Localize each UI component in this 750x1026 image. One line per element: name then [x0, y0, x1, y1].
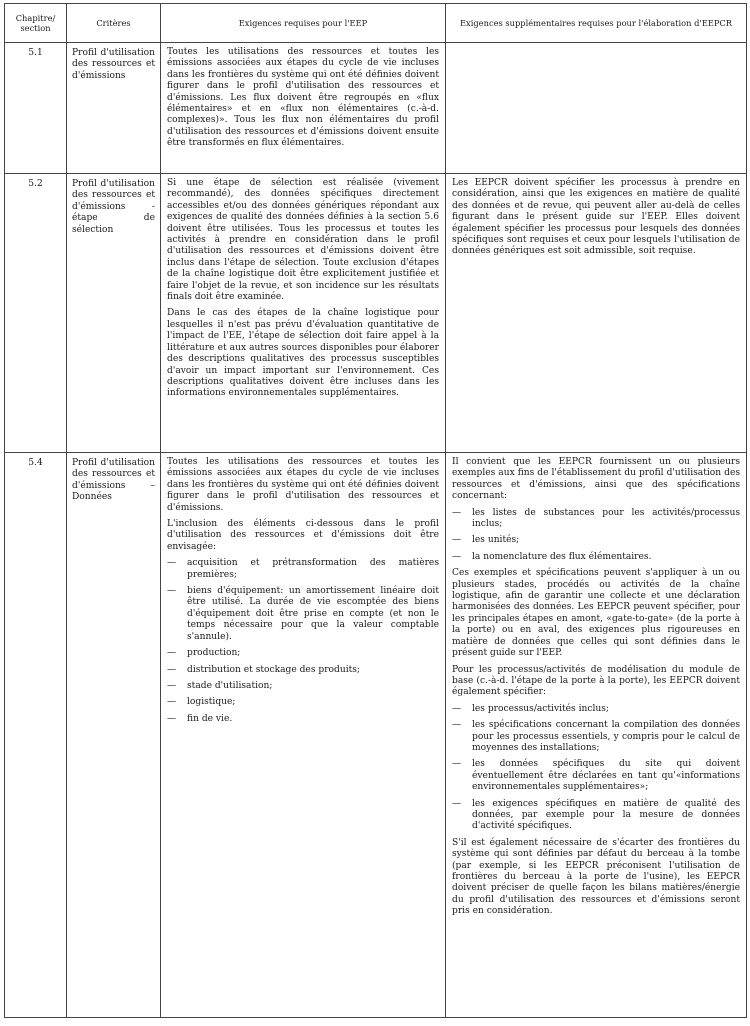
paragraph: Ces exemples et spécifications peuvent s'appliquer à un ou plusieurs stades, procédés ou activités de la chaîne logistique, afin de garantir une collecte et une déclaration harmonisées des données. Les EEPCR peuvent spécifier, pour les principales étapes en amont, «gate-to-gate» (de la porte à la porte) ou en aval, des exigences plus rigoureuses en matière de données que celles qui sont définies dans le présent guide sur l'EEP. — [452, 568, 740, 659]
paragraph: S'il est également nécessaire de s'écarter des frontières du système qui sont définies par défaut du berceau à la tombe (par exemple, si les EEPCR préconisent l'utilisation de frontières du berceau à la porte de l'usine), les EEPCR doivent préciser de quelle façon les bilans matières/énergie du profil d'utilisation des ressources et d'émissions seront pris en considération. — [452, 837, 740, 917]
eepcr-requirements-cell — [446, 43, 747, 174]
list-item: — les listes de substances pour les activités/processus inclus; — [452, 508, 740, 531]
list-item: — acquisition et prétransformation des matières premières; — [167, 558, 439, 581]
list-item: — distribution et stockage des produits; — [167, 665, 439, 676]
eep-requirements-cell — [161, 43, 446, 174]
list-item: — logistique; — [167, 697, 439, 708]
criteria-cell: Profil d'utilisation des ressources et d'émissions - étape de sélection — [67, 174, 161, 453]
section-number: 5.2 — [5, 174, 67, 453]
dash-list — [167, 558, 439, 725]
criteria-cell: Profil d'utilisation des ressources et d'émissions — [67, 43, 161, 174]
list-item: — la nomenclature des flux élémentaires. — [452, 552, 740, 563]
list-item: — fin de vie. — [167, 714, 439, 725]
eep-requirements-cell — [161, 453, 446, 1018]
list-item: — les données spécifiques du site qui doivent éventuellement être déclarées en tant qu'«informations environnementales supplémentaires»; — [452, 759, 740, 793]
paragraph: L'inclusion des éléments ci-dessous dans le profil d'utilisation des ressources et d'émissions doit être envisagée: — [167, 519, 439, 552]
list-item: — les unités; — [452, 535, 740, 546]
eepcr-requirements-cell — [446, 174, 747, 453]
eep-requirements-cell — [161, 174, 446, 453]
paragraph: Il convient que les EEPCR fournissent un ou plusieurs exemples aux fins de l'établissement du profil d'utilisation des ressources et d'émissions, ainsi que des spécifications concernant: — [452, 457, 740, 502]
paragraph: Pour les processus/activités de modélisation du module de base (c.-à-d. l'étape de la porte à la porte), les EEPCR doivent également spécifier: — [452, 664, 740, 698]
requirements-table — [4, 3, 747, 1018]
list-item: — les processus/activités inclus; — [452, 704, 740, 715]
paragraph: Si une étape de sélection est réalisée (vivement recommandé), des données spécifiques directement accessibles et/ou des données génériques répondant aux exigences de qualité des données définies à la section 5.6 doivent être utilisées. Tous les processus et toutes les activités à prendre en considération dans le profil d'utilisation des ressources et d'émissions doivent être inclus dans l'étape de sélection. Toute exclusion d'étapes de la chaîne logistique doit être explicitement justifiée et faire l'objet de la revue, et son incidence sur les résultats finals doit être examinée. — [167, 178, 439, 303]
list-item: — les exigences spécifiques en matière de qualité des données, par exemple pour la mesure de données d'activité spécifiques. — [452, 799, 740, 833]
list-item: — les spécifications concernant la compilation des données pour les processus essentiels, y compris pour le calcul de moyennes des installations; — [452, 720, 740, 754]
eepcr-requirements-cell — [446, 453, 747, 1018]
paragraph: Les EEPCR doivent spécifier les processus à prendre en considération, ainsi que les exigences en matière de qualité des données et de revue, qui peuvent aller au-delà de celles figurant dans le présent guide sur l'EEP. Elles doivent également spécifier les processus pour lesquels des données spécifiques sont requises et ceux pour lesquels l'utilisation de données génériques est soit admissible, soit requise. — [452, 178, 740, 257]
paragraph: Toutes les utilisations des ressources et toutes les émissions associées aux étapes du cycle de vie incluses dans les frontières du système qui ont été définies doivent figurer dans le profil d'utilisation des ressources et d'émissions. Les flux doivent être regroupés en «flux élémentaires» et en «flux non élémentaires (c.-à-d. complexes)». Tous les flux non élémentaires du profil d'utilisation des ressources et d'émissions doivent ensuite être transformés en flux élémentaires. — [167, 47, 439, 149]
header-row — [5, 4, 747, 43]
criteria-cell: Profil d'utilisation des ressources et d'émissions – Données — [67, 453, 161, 1018]
paragraph: Toutes les utilisations des ressources et toutes les émissions associées aux étapes du cycle de vie incluses dans les frontières du système qui ont été définies doivent figurer dans le profil d'utilisation des ressources et d'émissions. — [167, 457, 439, 513]
list-item: — production; — [167, 648, 439, 659]
table-row — [5, 174, 747, 453]
table-row — [5, 43, 747, 174]
list-item: — biens d'équipement: un amortissement linéaire doit être utilisé. La durée de vie escomptée des biens d'équipement doit être prise en compte (et non le temps nécessaire pour que la valeur comptable s'annule). — [167, 586, 439, 643]
section-number: 5.4 — [5, 453, 67, 1018]
header-section: Chapitre/ section — [5, 4, 67, 43]
dash-list — [452, 704, 740, 833]
header-eep-requirements: Exigences requises pour l'EEP — [161, 4, 446, 43]
table-row — [5, 453, 747, 1018]
dash-list — [452, 508, 740, 564]
header-eepcr-requirements: Exigences supplémentaires requises pour l'élaboration d'EEPCR — [446, 4, 747, 43]
section-number: 5.1 — [5, 43, 67, 174]
list-item: — stade d'utilisation; — [167, 681, 439, 692]
paragraph: Dans le cas des étapes de la chaîne logistique pour lesquelles il n'est pas prévu d'évaluation quantitative de l'impact de l'EE, l'étape de sélection doit faire appel à la littérature et aux autres sources disponibles pour élaborer des descriptions qualitatives des processus susceptibles d'avoir un impact important sur l'environnement. Ces descriptions qualitatives doivent être incluses dans les informations environnementales supplémentaires. — [167, 308, 439, 399]
header-criteria: Critères — [67, 4, 161, 43]
